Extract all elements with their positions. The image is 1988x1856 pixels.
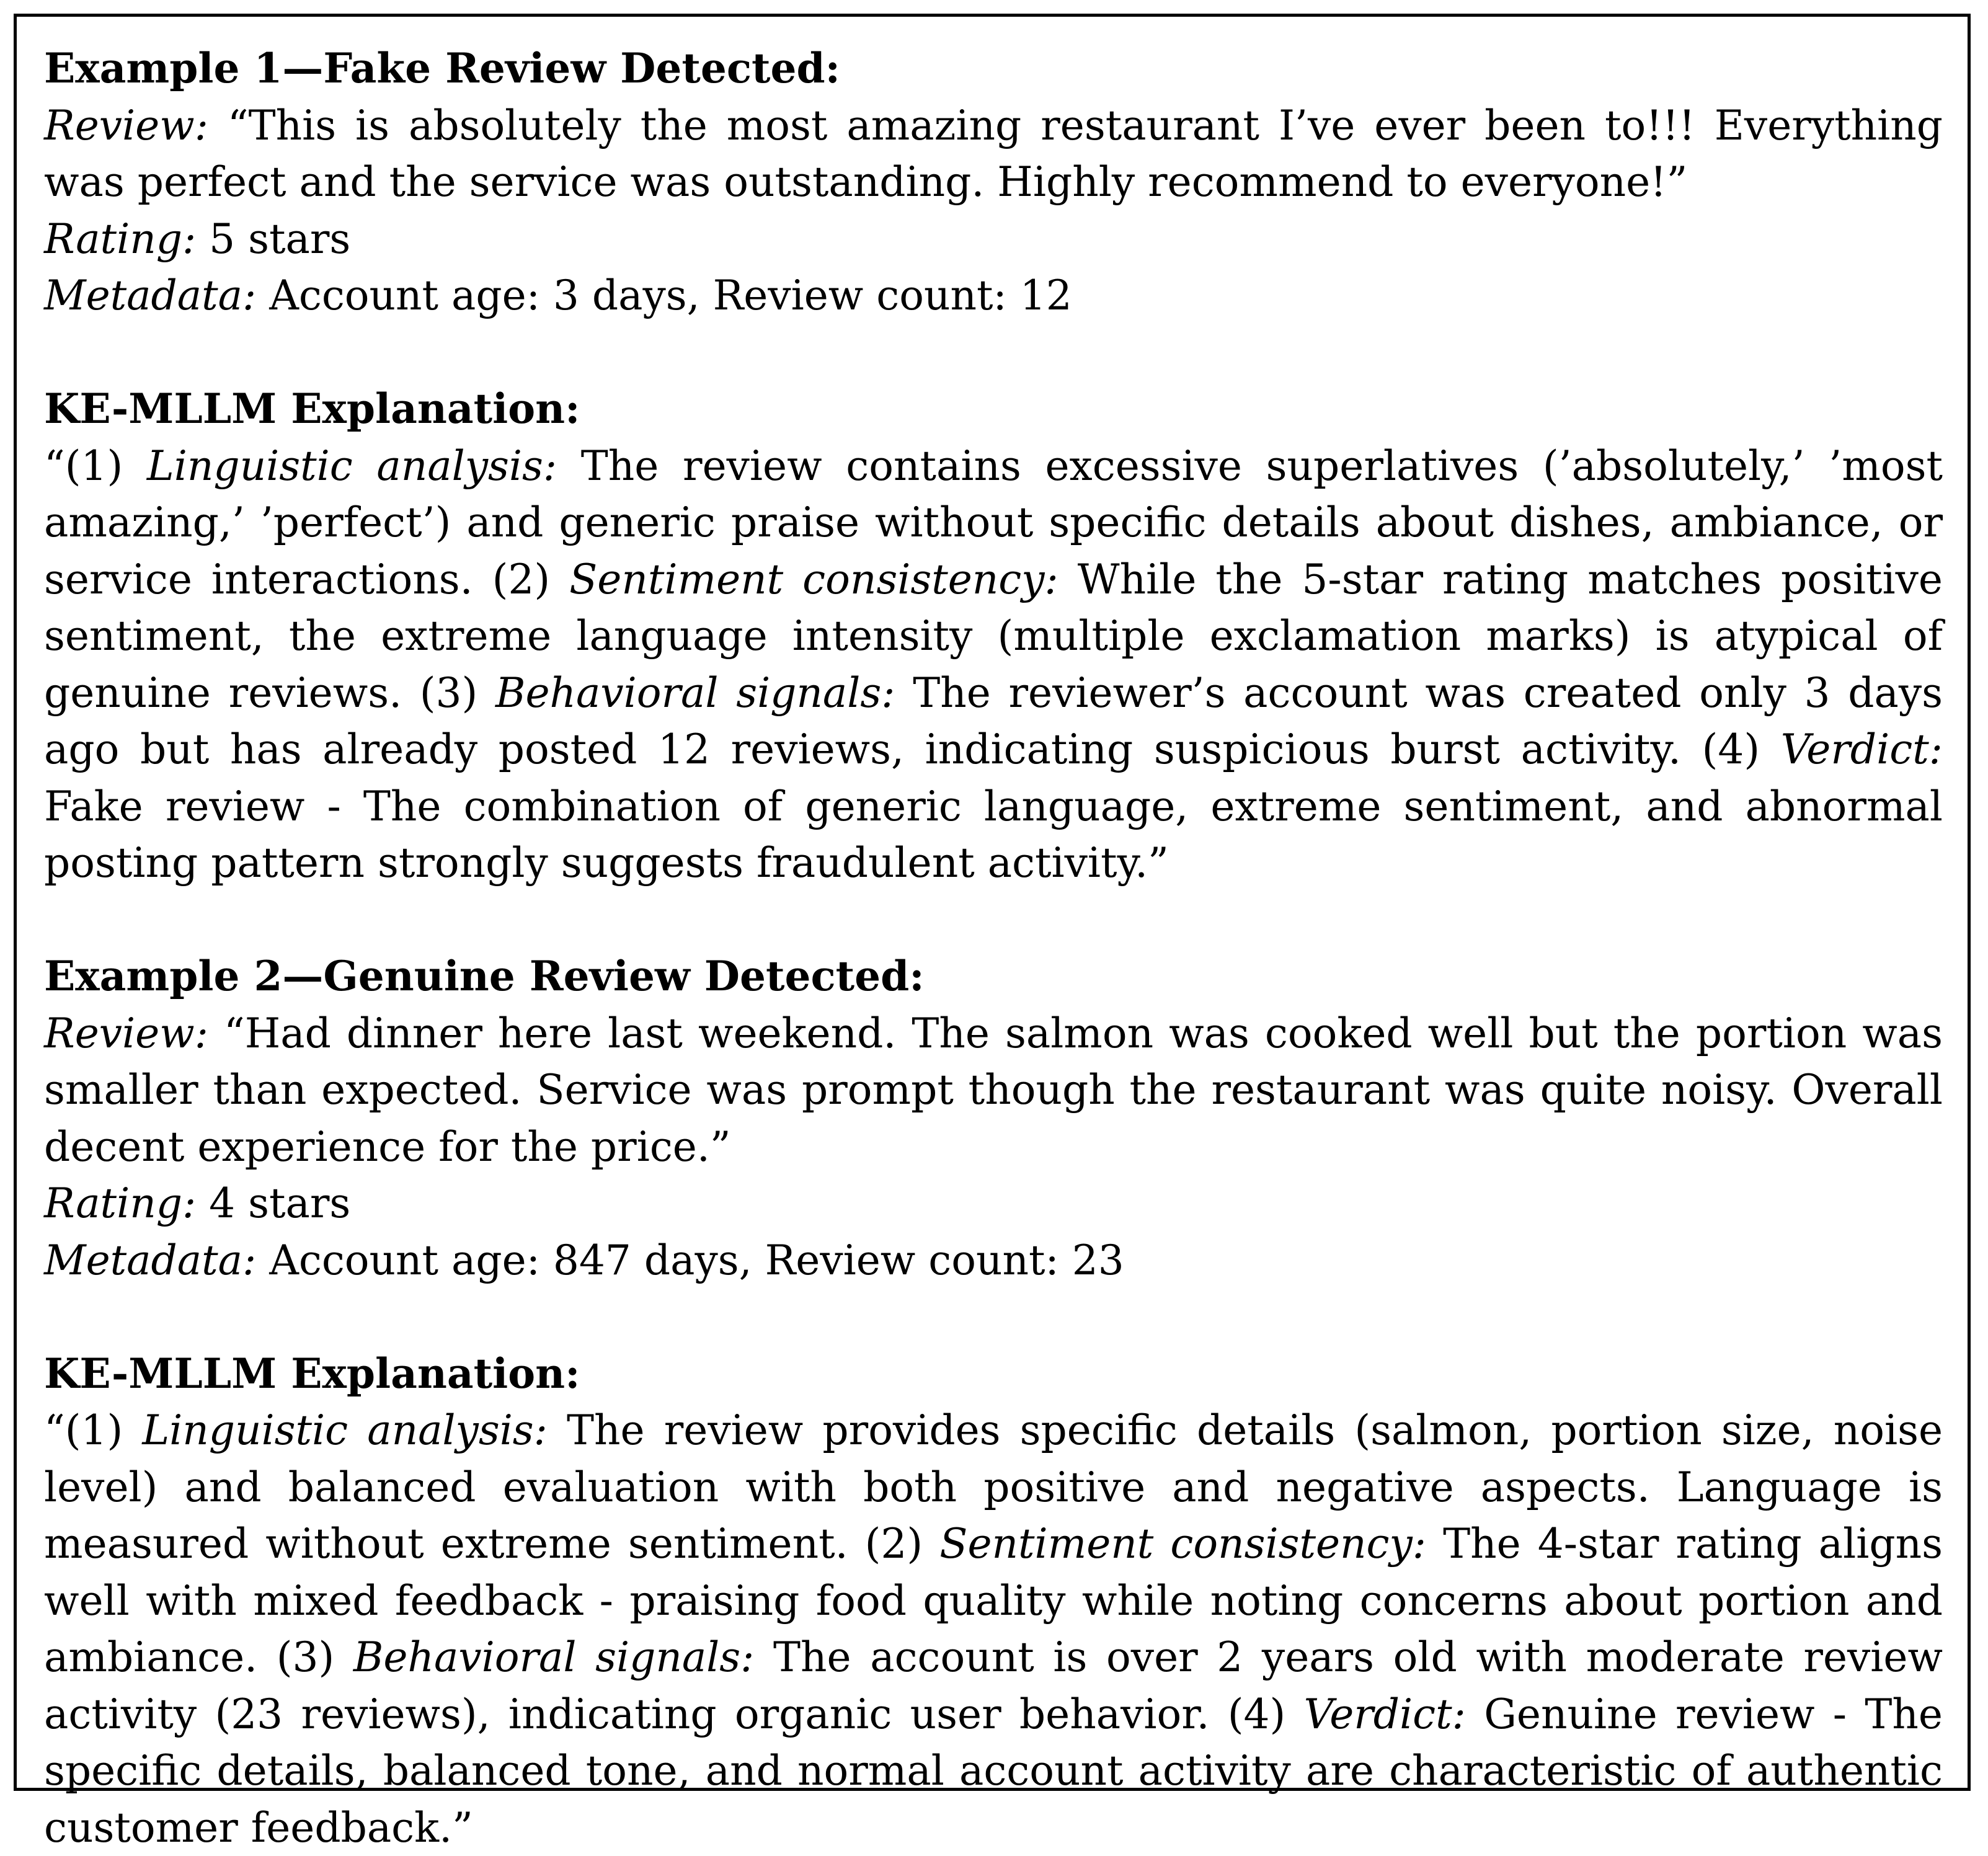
example-1-explanation (44, 438, 1943, 892)
rating-value: 5 stars (209, 215, 351, 263)
linguistic-analysis-text: The review provides specific details (salmon, portion size, noise level) and balanced evaluation with both positive and negative aspects. Language is measured without extreme sentiment. (2) (44, 1406, 1943, 1568)
sentiment-consistency-text: While the 5-star rating matches positive sentiment, the extreme language intensity (multiple exclamation marks) is atypical of genuine reviews. (3) (44, 555, 1943, 717)
metadata-label: Metadata: (44, 272, 257, 319)
behavioral-signals-text: The account is over 2 years old with moderate review activity (23 reviews), indicating organic user behavior. (4) (44, 1633, 1943, 1738)
review-text: “This is absolutely the most amazing restaurant I’ve ever been to!!! Everything was perfect and the service was outstanding. Highly recommend to everyone!” (44, 101, 1943, 206)
rating-label: Rating: (44, 1179, 197, 1227)
metadata-value: Account age: 847 days, Review count: 23 (269, 1236, 1124, 1284)
rating-label: Rating: (44, 215, 197, 263)
verdict-text: Fake review - The combination of generic language, extreme sentiment, and abnormal posting pattern strongly suggests fraudulent activity.” (44, 782, 1943, 887)
spacer (44, 1289, 1943, 1346)
review-label: Review: (44, 1009, 208, 1057)
rating-value: 4 stars (209, 1179, 351, 1227)
behavioral-signals-text: The reviewer’s account was created only 3 days ago but has already posted 12 reviews, indicating suspicious burst activity. (4) (44, 668, 1943, 773)
example-1 (44, 40, 1943, 892)
behavioral-signals-label: Behavioral signals: (353, 1633, 755, 1681)
example-1-metadata (44, 267, 1943, 324)
example-2 (44, 948, 1943, 1856)
example-2-heading: Example 2—Genuine Review Detected: (44, 952, 925, 1000)
verdict-label: Verdict: (1303, 1690, 1466, 1738)
spacer (44, 324, 1943, 381)
example-2-review (44, 1005, 1943, 1176)
linguistic-analysis-label: Linguistic analysis: (146, 442, 557, 490)
metadata-value: Account age: 3 days, Review count: 12 (269, 272, 1072, 319)
sentiment-consistency-label: Sentiment consistency: (939, 1520, 1427, 1568)
linguistic-analysis-text: The review contains excessive superlatives (’absolutely,’ ’most amazing,’ ’perfect’) and generic praise without specific details about dishes, ambiance, or service interactions. (2) (44, 442, 1943, 603)
spacer (44, 892, 1943, 949)
explanation-prefix: “(1) (44, 442, 147, 490)
example-1-review (44, 97, 1943, 211)
example-1-rating (44, 211, 1943, 268)
example-2-explanation (44, 1402, 1943, 1856)
behavioral-signals-label: Behavioral signals: (495, 668, 895, 717)
linguistic-analysis-label: Linguistic analysis: (142, 1406, 548, 1454)
review-label: Review: (44, 101, 208, 149)
sentiment-consistency-text: The 4-star rating aligns well with mixed feedback - praising food quality while noting concerns about portion and ambiance. (3) (44, 1520, 1943, 1681)
example-1-explanation-heading: KE-MLLM Explanation: (44, 384, 580, 433)
verdict-label: Verdict: (1780, 726, 1943, 773)
metadata-label: Metadata: (44, 1236, 257, 1284)
example-2-metadata (44, 1232, 1943, 1289)
review-text: “Had dinner here last weekend. The salmon was cooked well but the portion was smaller than expected. Service was prompt though the restaurant was quite noisy. Overall decent experience for the price.” (44, 1009, 1943, 1171)
verdict-text: Genuine review - The specific details, balanced tone, and normal account activity are characteristic of authentic customer feedback.” (44, 1690, 1943, 1852)
explanation-prefix: “(1) (44, 1406, 143, 1454)
example-2-rating (44, 1175, 1943, 1232)
example-2-explanation-heading: KE-MLLM Explanation: (44, 1349, 580, 1398)
examples-box (14, 14, 1971, 1852)
example-1-heading: Example 1—Fake Review Detected: (44, 44, 841, 92)
sentiment-consistency-label: Sentiment consistency: (569, 555, 1058, 603)
